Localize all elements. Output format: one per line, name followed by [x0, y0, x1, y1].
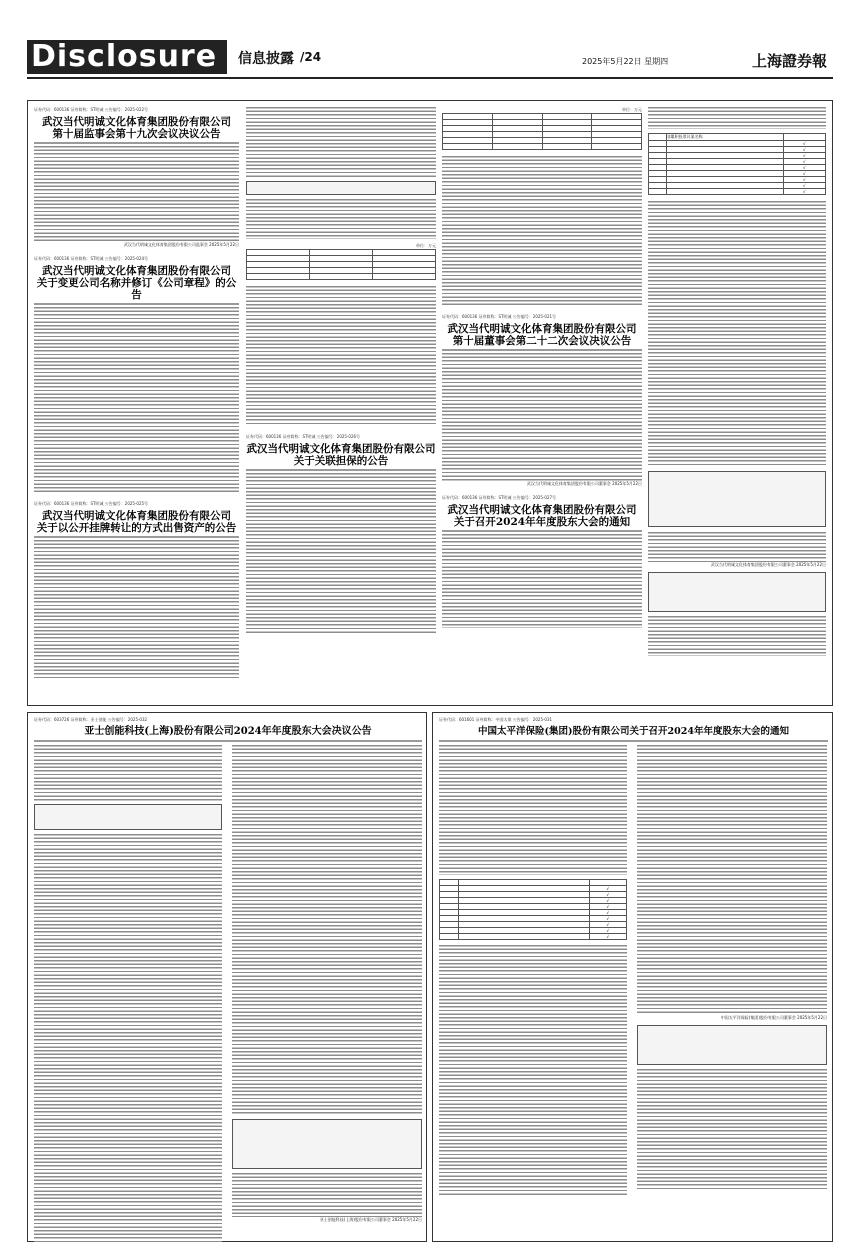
notice-related-guarantee	[246, 434, 436, 633]
column-3	[442, 107, 642, 628]
notice-yashi	[34, 717, 422, 744]
notice-meta: 证券代码：600136 证券简称：ST明诚 公告编号：2025-026号	[246, 434, 361, 439]
check-mark: √	[783, 153, 826, 159]
check-mark: √	[783, 159, 826, 165]
cpic-column-2	[637, 745, 827, 1189]
check-mark: √	[783, 165, 826, 171]
continued-text	[246, 286, 436, 426]
section-title: 信息披露	[238, 51, 294, 67]
notice-body	[442, 534, 642, 628]
notice-signature: 武汉当代明诚文化体育集团股份有限公司监事会 2025年5月22日	[123, 242, 239, 247]
financial-table-2	[442, 107, 642, 150]
notice-asset-sale	[34, 501, 239, 680]
notice-title: 关于关联担保的公告	[293, 455, 389, 467]
authorization-table	[648, 572, 826, 612]
notice-title: 第十届董事会第二十二次会议决议公告	[452, 335, 632, 347]
continued-text	[648, 201, 826, 466]
cpic-proposal-table	[439, 879, 627, 940]
continued-text	[442, 156, 642, 306]
check-mark: √	[783, 141, 826, 147]
title-rule	[442, 530, 642, 532]
cpic-notice-frame	[432, 712, 833, 1242]
proposal-table	[648, 133, 826, 195]
title-rule	[442, 349, 642, 351]
notice-meta: 证券代码：600136 证券简称：ST明诚 公告编号：2025-021号	[442, 314, 557, 319]
notice-name-change	[34, 256, 239, 493]
notice-body	[34, 146, 239, 242]
authorization-table	[637, 1025, 827, 1065]
notice-title: 武汉当代明诚文化体育集团股份有限公司	[42, 510, 231, 522]
notice-meta: 证券代码：600136 证券简称：ST明诚 公告编号：2025-025号	[34, 501, 149, 506]
title-rule	[34, 740, 422, 742]
yashi-column-2	[232, 745, 422, 1223]
yashi-notice-frame	[27, 712, 427, 1242]
notice-board-meeting	[442, 314, 642, 487]
check-mark: √	[783, 177, 826, 183]
brand-logo: Disclosure	[27, 40, 227, 74]
notice-title: 武汉当代明诚文化体育集团股份有限公司	[42, 116, 231, 128]
notice-body	[34, 745, 222, 801]
notice-signature: 亚士创能科技(上海)股份有限公司董事会 2025年5月22日	[319, 1217, 422, 1222]
proposal-table: √ √ √ √ √ √ √ √ √	[439, 879, 627, 940]
masthead	[0, 0, 857, 80]
notice-title: 武汉当代明诚文化体育集团股份有限公司	[447, 323, 637, 335]
notice-agm	[442, 495, 642, 628]
notice-signature: 中国太平洋保险(集团)股份有限公司董事会 2025年5月22日	[720, 1015, 827, 1020]
notice-meta: 证券代码：600136 证券简称：ST明诚 公告编号：2025-024号	[34, 256, 149, 261]
notice-body	[232, 1173, 422, 1217]
results-table	[232, 1119, 422, 1169]
notice-signature: 武汉当代明诚文化体育集团股份有限公司董事会 2025年5月22日	[710, 562, 826, 567]
publish-date: 2025年5月22日 星期四	[582, 57, 669, 66]
column-4	[648, 107, 826, 656]
data-table	[442, 113, 642, 150]
continued-text	[246, 199, 436, 239]
notice-body	[439, 945, 627, 1195]
cpic-column-1	[439, 745, 627, 1195]
notice-supervisory-board	[34, 107, 239, 248]
vote-table	[648, 133, 826, 195]
notice-body	[34, 540, 239, 680]
notice-body	[637, 1069, 827, 1189]
check-mark: √	[783, 147, 826, 153]
top-notice-frame	[27, 100, 833, 706]
continued-text	[648, 532, 826, 562]
title-rule	[246, 469, 436, 471]
voting-results	[34, 834, 222, 1244]
notice-meta: 证券代码：603726 证券简称：亚士创能 公告编号：2025-032	[34, 717, 148, 722]
notice-meta: 证券代码：601601 证券简称：中国太保 公告编号：2025-031	[439, 717, 553, 722]
page-number: /24	[300, 50, 322, 64]
vote-table-heading: 非累积投票议案名称	[666, 134, 783, 141]
notice-body	[637, 745, 827, 1015]
column-1	[34, 107, 239, 680]
proxy-form	[648, 471, 826, 527]
notice-title: 武汉当代明诚文化体育集团股份有限公司	[246, 443, 436, 455]
unit-label: 单位：万元	[416, 243, 436, 248]
info-box	[246, 181, 436, 195]
notice-title: 关于变更公司名称并修订《公司章程》的公告	[36, 277, 237, 301]
check-mark: √	[783, 189, 826, 195]
notice-meta: 证券代码：600136 证券简称：ST明诚 公告编号：2025-022号	[34, 107, 149, 112]
continued-text	[648, 616, 826, 656]
column-2	[246, 107, 436, 633]
notice-title: 第十届监事会第十九次会议决议公告	[52, 128, 221, 140]
continued-text	[648, 107, 826, 129]
title-rule	[439, 740, 828, 742]
financial-table	[246, 243, 436, 280]
notice-meta: 证券代码：600136 证券简称：ST明诚 公告编号：2025-027号	[442, 495, 557, 500]
title-rule	[34, 536, 239, 538]
notice-signature: 武汉当代明诚文化体育集团股份有限公司董事会 2025年5月22日	[526, 481, 642, 486]
notice-title: 武汉当代明诚文化体育集团股份有限公司	[447, 504, 637, 516]
title-rule	[34, 303, 239, 305]
notice-title: 亚士创能科技(上海)股份有限公司2024年年度股东大会决议公告	[84, 726, 372, 737]
notice-body	[34, 307, 239, 493]
attendance-table	[34, 804, 222, 830]
data-table	[246, 249, 436, 280]
notice-title: 中国太平洋保险(集团)股份有限公司关于召开2024年年度股东大会的通知	[478, 726, 789, 737]
check-mark: √	[783, 171, 826, 177]
notice-title: 关于召开2024年年度股东大会的通知	[453, 516, 631, 528]
check-mark: √	[783, 183, 826, 189]
notice-body	[246, 473, 436, 633]
title-rule	[34, 142, 239, 144]
notice-body	[439, 745, 627, 875]
voting-results	[232, 745, 422, 1115]
notice-body	[442, 353, 642, 481]
unit-label: 单位：万元	[622, 107, 642, 112]
continued-text	[246, 107, 436, 177]
notice-cpic	[439, 717, 828, 744]
yashi-column-1	[34, 745, 222, 1244]
notice-title: 关于以公开挂牌转让的方式出售资产的公告	[36, 522, 237, 534]
masthead-rule	[27, 77, 833, 79]
notice-title: 武汉当代明诚文化体育集团股份有限公司	[42, 265, 231, 277]
newspaper-name: 上海證券報	[752, 52, 828, 70]
